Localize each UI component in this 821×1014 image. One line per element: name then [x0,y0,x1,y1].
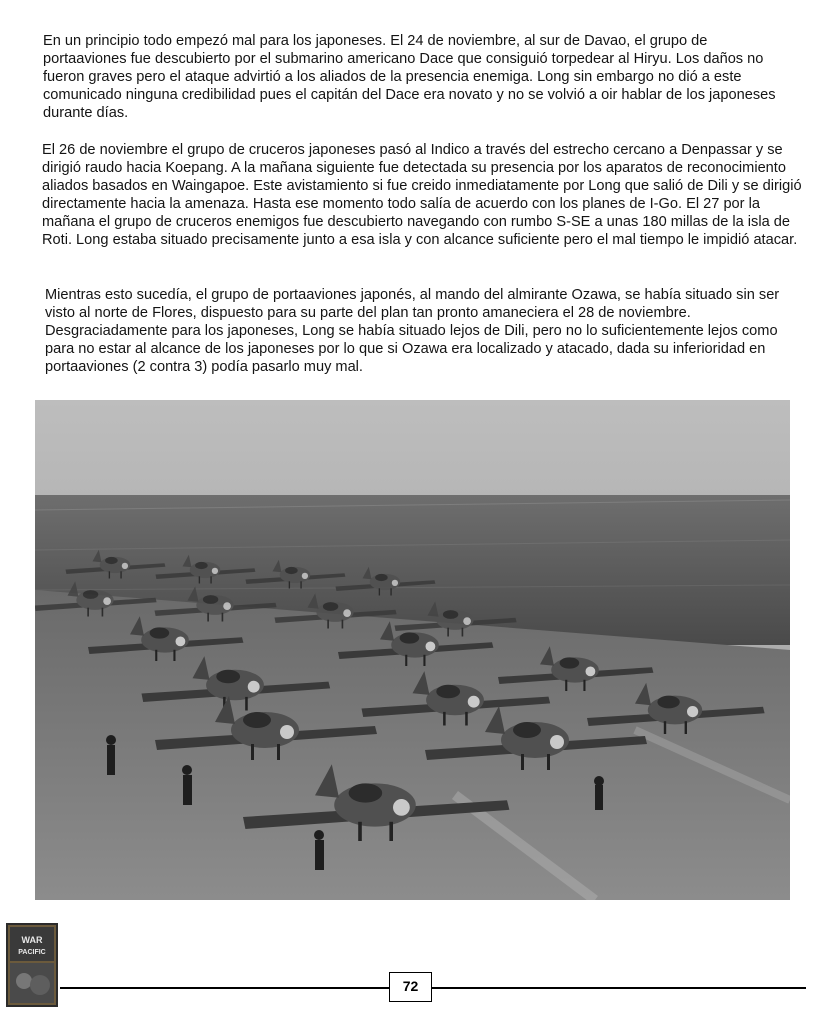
footer-rule [60,987,806,989]
paragraph-3: Mientras esto sucedía, el grupo de portaaviones japonés, al mando del almirante Ozawa, se había situado sin ser visto al norte de Flores, dispuesto para su parte del plan tan pronto amaneciera el 28 de noviembre. Desgraciadamente para los japoneses, Long se había situado lejos de Dili, pero no lo suficientemente lejos como para no estar al alcance de los japoneses por lo que si Ozawa era localizado y atacado, dada su inferioridad en portaaviones (2 contra 3) podía pasarlo muy mal. [45,287,780,375]
carrier-deck-photo [35,400,790,900]
page-number: 72 [389,972,432,1002]
book-title-line-2: PACIFIC [18,949,46,956]
book-title-line-1: WAR [21,935,43,945]
paragraph-2: El 26 de noviembre el grupo de cruceros japoneses pasó al Indico a través del estrecho cercano a Denpassar y se dirigió raudo hacia Koepang. A la mañana siguiente fue detectada su presencia por los aparatos de reconocimiento aliados basados en Waingapoe. Este avistamiento si fue creido inmediatamente por Long que salió de Dili y se dirigió directamente hacia la amenaza. Hasta ese momento todo salía de acuerdo con los planes de I-Go. El 27 por la mañana el grupo de cruceros enemigos fue descubierto navegando con rumbo S-SE a unas 180 millas de la isla de Roti. Long estaba situado precisamente junto a esa isla y con alcance suficiente pero el mal tiempo le impidió atacar. [42,142,802,248]
book-cover-thumbnail [6,923,58,1007]
paragraph-1: En un principio todo empezó mal para los japoneses. El 24 de noviembre, al sur de Davao, el grupo de portaaviones fue descubierto por el submarino americano Dace que consiguió torpedear al Hiryu. Los daños no fueron graves pero el ataque advirtió a los aliados de la presencia enemiga. Long sin embargo no dió a este comunicado ninguna credibilidad pues el capitán del Dace era novato y no se volvió a oir hablar de los japoneses durante días. [43,33,776,121]
